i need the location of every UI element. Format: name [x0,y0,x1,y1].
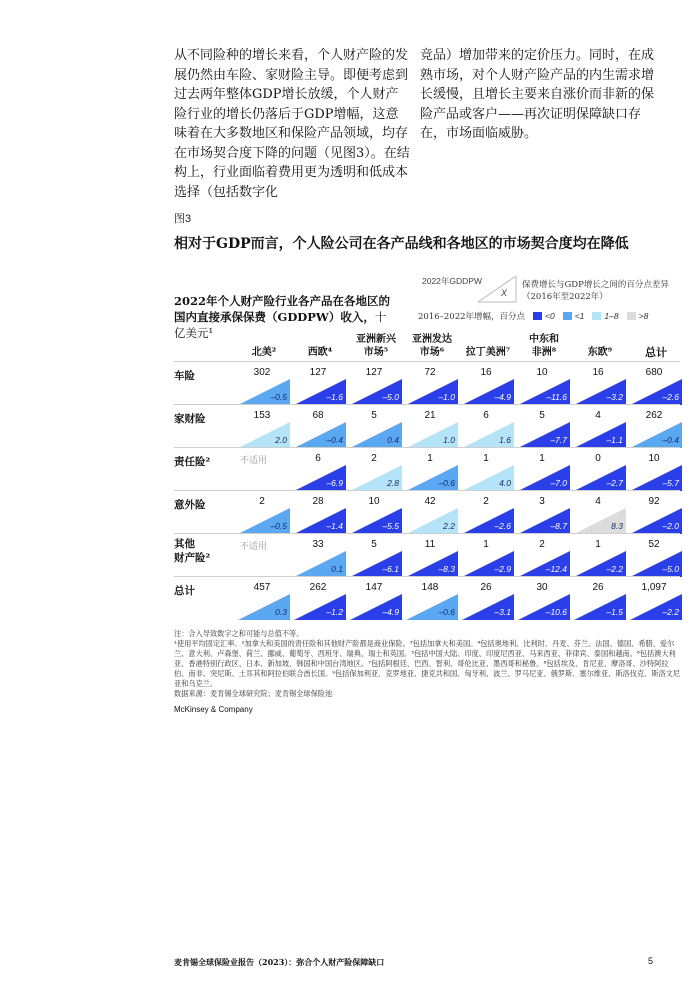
legend-swatch-label: 1–8 [604,311,619,321]
row-header: 家财险 [174,413,206,425]
growth-gap-value: 2.2 [443,521,455,531]
growth-gap-value: –5.7 [662,478,679,488]
growth-gap-value: 2.8 [387,478,399,488]
legend-swatch-negative-weak [563,312,572,320]
gddpw-value: 28 [312,496,324,507]
growth-gap-value: –2.9 [494,564,511,574]
growth-gap-value: 1.6 [499,435,511,445]
gddpw-value: 5 [371,410,377,421]
table-cell [294,494,352,534]
growth-gap-value: –8.7 [550,521,567,531]
growth-gap-value: –6.1 [382,564,399,574]
figure-title: 相对于GDP而言，个人险公司在各产品线和各地区的市场契合度均在降低 [174,236,629,252]
gddpw-value: 262 [309,582,327,593]
row-header: 责任险² [174,456,211,468]
table-cell [350,408,408,448]
gddpw-value: 10 [536,367,548,378]
growth-gap-value: 1.0 [443,435,455,445]
gddpw-value: 147 [365,582,383,593]
legend-triangle-label: 2022年GDDPW [422,276,482,286]
row-header: 意外险 [174,499,206,511]
table-cell [238,537,296,577]
table-cell [294,365,352,405]
table-cell [462,494,520,534]
gddpw-value: 3 [539,496,545,507]
table-cell [574,537,632,577]
gddpw-value: 153 [253,410,271,421]
gddpw-value: 302 [253,367,271,378]
table-cell [294,408,352,448]
growth-gap-value: –0.6 [438,607,455,617]
row-divider [174,490,680,491]
gddpw-value: 1,097 [641,582,667,593]
brand-logo-text: McKinsey & Company [174,705,253,714]
table-cell [238,580,296,620]
footnote-line: 注：合入导致数字之和可能与总值不等。 [174,629,304,638]
growth-gap-value: –12.4 [545,564,567,574]
legend-swatch-positive-large [627,312,636,320]
row-header: 总计 [174,585,195,597]
growth-gap-value: –0.5 [270,521,287,531]
table-cell [630,451,688,491]
growth-gap-value: –0.4 [326,435,343,445]
growth-gap-value: –2.6 [494,521,511,531]
table-cell [406,537,464,577]
table-cell [406,580,464,620]
growth-gap-value: –3.1 [494,607,511,617]
gddpw-value: 262 [645,410,663,421]
table-cell [406,451,464,491]
gddpw-value: 1 [483,453,489,464]
growth-gap-value: –4.9 [494,392,511,402]
gddpw-value: 16 [480,367,492,378]
row-divider [174,361,680,362]
growth-gap-value: –1.1 [606,435,623,445]
body-paragraph-left: 从不同险种的增长来看，个人财产险的发展仍然由车险、家财险主导。即便考虑到过去两年整体GDP增长放缓，个人财产险行业的增长仍落后于GDP增幅，这意味着在大多数地区和保险产品领域，均存在市场契合度下降的问题（见图3）。在结构上，行业面临着费用更为透明和低成本选择（包括数字化 [174,48,410,200]
growth-gap-value: –7.0 [550,478,567,488]
gddpw-value: 127 [309,367,327,378]
table-header-unit: 十亿美元¹ [174,310,387,340]
not-applicable-label: 不适用 [240,456,268,466]
gddpw-value: 33 [312,539,324,550]
gddpw-value: 4 [595,410,601,421]
table-cell [574,408,632,448]
growth-gap-value: –2.0 [662,521,679,531]
table-cell [294,537,352,577]
table-cell [238,451,296,491]
gddpw-value: 2 [539,539,545,550]
legend-triangle-x: X [501,288,508,298]
legend-scale [418,310,648,322]
body-paragraph-right: 竞品）增加带来的定价压力。同时，在成熟市场，对个人财产险产品的内生需求增长缓慢，且增长主要来自涨价而非新的保险产品或客户——再次证明保障缺口存在，市场面临威胁。 [420,48,655,141]
table-cell [630,494,688,534]
table-cell [630,580,688,620]
gddpw-value: 11 [424,539,436,550]
gddpw-value: 6 [483,410,489,421]
growth-gap-value: 8.3 [611,521,623,531]
table-cell [462,365,520,405]
growth-gap-value: –1.4 [326,521,343,531]
table-cell [462,451,520,491]
gddpw-value: 16 [592,367,604,378]
growth-gap-value: 0.1 [331,564,343,574]
gddpw-value: 4 [595,496,601,507]
growth-gap-value: –5.5 [382,521,399,531]
gddpw-value: 68 [312,410,324,421]
table-header-main: 2022年个人财产险行业各产品在各地区的国内直接承保保费（GDDPW）收入， [174,294,391,324]
table-cell [350,494,408,534]
table-cell [630,537,688,577]
table-cell [350,537,408,577]
table-cell [518,408,576,448]
growth-gap-value: 2.0 [275,435,287,445]
legend-triangle-description: 保费增长与GDP增长之间的百分点差异（2016年至2022年） [522,280,669,302]
growth-gap-value: –1.6 [326,392,343,402]
table-cell [518,365,576,405]
row-header: 车险 [174,370,195,382]
legend-swatch-label: <1 [574,311,585,321]
table-cell [238,494,296,534]
column-header: 亚洲发达 市场⁶ [412,334,452,358]
row-divider [174,533,680,534]
growth-gap-value: –7.7 [550,435,567,445]
gddpw-value: 680 [645,367,663,378]
column-header: 总计 [645,346,667,359]
table-cell [350,451,408,491]
growth-gap-value: –0.4 [662,435,679,445]
figure-label: 图3 [174,213,192,225]
table-cell [574,365,632,405]
gddpw-value: 6 [315,453,321,464]
gddpw-value: 1 [539,453,545,464]
growth-gap-value: –2.2 [606,564,623,574]
gddpw-value: 2 [483,496,489,507]
growth-gap-value: –0.5 [270,392,287,402]
gddpw-value: 457 [253,582,271,593]
growth-gap-value: 0.4 [387,435,399,445]
gddpw-value: 1 [483,539,489,550]
table-cell [406,494,464,534]
legend-swatch-label: <0 [545,311,555,321]
growth-gap-value: –11.6 [546,392,567,402]
table-cell [294,451,352,491]
growth-gap-value: –5.0 [662,564,679,574]
growth-gap-value: –1.5 [606,607,623,617]
growth-gap-value: –0.6 [438,478,455,488]
table-cell [406,365,464,405]
growth-gap-value: –2.7 [606,478,623,488]
table-cell [630,365,688,405]
gddpw-value: 92 [648,496,660,507]
growth-gap-value: –2.2 [662,607,679,617]
growth-gap-value: –10.6 [545,607,567,617]
gddpw-value: 42 [424,496,436,507]
column-header: 东欧⁹ [587,347,613,358]
column-header: 拉丁美洲⁷ [465,347,511,358]
gddpw-value: 2 [259,496,265,507]
gddpw-value: 72 [424,367,436,378]
growth-gap-value: –8.3 [438,564,455,574]
gddpw-value: 52 [648,539,660,550]
growth-gap-value: –5.0 [382,392,399,402]
legend-swatch-positive-small [592,312,601,320]
table-cell [294,580,352,620]
gddpw-value: 5 [371,539,377,550]
growth-gap-value: –1.2 [326,607,343,617]
table-cell [350,580,408,620]
table-cell [462,580,520,620]
gddpw-value: 10 [648,453,660,464]
growth-gap-value: –3.2 [606,392,623,402]
table-cell [406,408,464,448]
gddpw-value: 148 [421,582,439,593]
row-divider [174,447,680,448]
row-divider [174,576,680,577]
gddpw-value: 2 [371,453,377,464]
table-cell [238,408,296,448]
table-cell [462,537,520,577]
gddpw-value: 21 [424,410,436,421]
table-cell [574,580,632,620]
growth-gap-value: 0.3 [275,607,287,617]
growth-gap-value: –2.6 [662,392,679,402]
column-header: 中东和 非洲⁸ [529,334,559,358]
legend-swatch-label: >8 [638,311,649,321]
row-header: 其他 财产险² [174,538,211,564]
gddpw-value: 10 [368,496,380,507]
legend [418,272,680,327]
gddpw-value: 0 [595,453,601,464]
page-number: 5 [648,956,654,966]
growth-gap-value: –6.9 [326,478,343,488]
not-applicable-label: 不适用 [240,542,268,552]
page-footer: 麦肯锡全球保险业报告（2023）：弥合个人财产险保障缺口 [174,957,385,967]
table-cell [518,537,576,577]
gddpw-value: 30 [536,582,548,593]
growth-gap-value: –4.9 [382,607,399,617]
table-cell [574,451,632,491]
gddpw-value: 26 [480,582,492,593]
footnotes [174,629,680,699]
legend-swatch-negative-strong [533,312,542,320]
table-cell [518,580,576,620]
growth-gap-value: –1.0 [438,392,455,402]
gddpw-value: 127 [365,367,383,378]
table-cell [350,365,408,405]
table-cell [238,365,296,405]
growth-gap-value: 4.0 [499,478,511,488]
column-header: 北美² [251,347,277,358]
column-header: 西欧⁴ [307,347,333,358]
legend-triangle-icon [476,274,518,304]
table-cell [630,408,688,448]
table-cell [462,408,520,448]
gddpw-value: 1 [595,539,601,550]
table-cell [518,494,576,534]
table-cell [518,451,576,491]
gddpw-value: 5 [539,410,545,421]
table-cell [574,494,632,534]
column-header: 亚洲新兴 市场⁵ [356,334,396,358]
legend-scale-label: 2016–2022年增幅，百分点 [418,312,526,322]
row-divider [174,404,680,405]
footnote-line: ¹使用平均固定汇率。²加拿大和美国的责任险和其他财产险都是商业保险。³包括加拿大和美国。⁴包括奥地利、比利时、丹麦、芬兰、法国、德国、希腊、爱尔兰、意大利、卢森堡、荷兰、挪威、葡萄牙、西班牙、瑞典、瑞士和英国。⁵包括中国大陆、印度、印度尼西亚、马来西亚、菲律宾、泰国和越南。⁶包括澳大利亚、香港特别行政区、日本、新加坡、韩国和中国台湾地区。⁷包括阿根廷、巴西、智利、哥伦比亚、墨西哥和秘鲁。⁸包括埃及、肯尼亚、摩洛哥、沙特阿拉伯、南非、突尼斯、土耳其和阿拉伯联合酋长国。⁹包括保加利亚、克罗地亚、捷克共和国、匈牙利、波兰、罗马尼亚、俄罗斯、塞尔维亚、斯洛伐克、斯洛文尼亚和乌克兰。 [174,639,681,688]
gddpw-value: 1 [427,453,433,464]
gddpw-value: 26 [592,582,604,593]
footnote-line: 数据来源：麦肯锡全球研究院；麦肯锡全球保险池 [174,689,333,698]
